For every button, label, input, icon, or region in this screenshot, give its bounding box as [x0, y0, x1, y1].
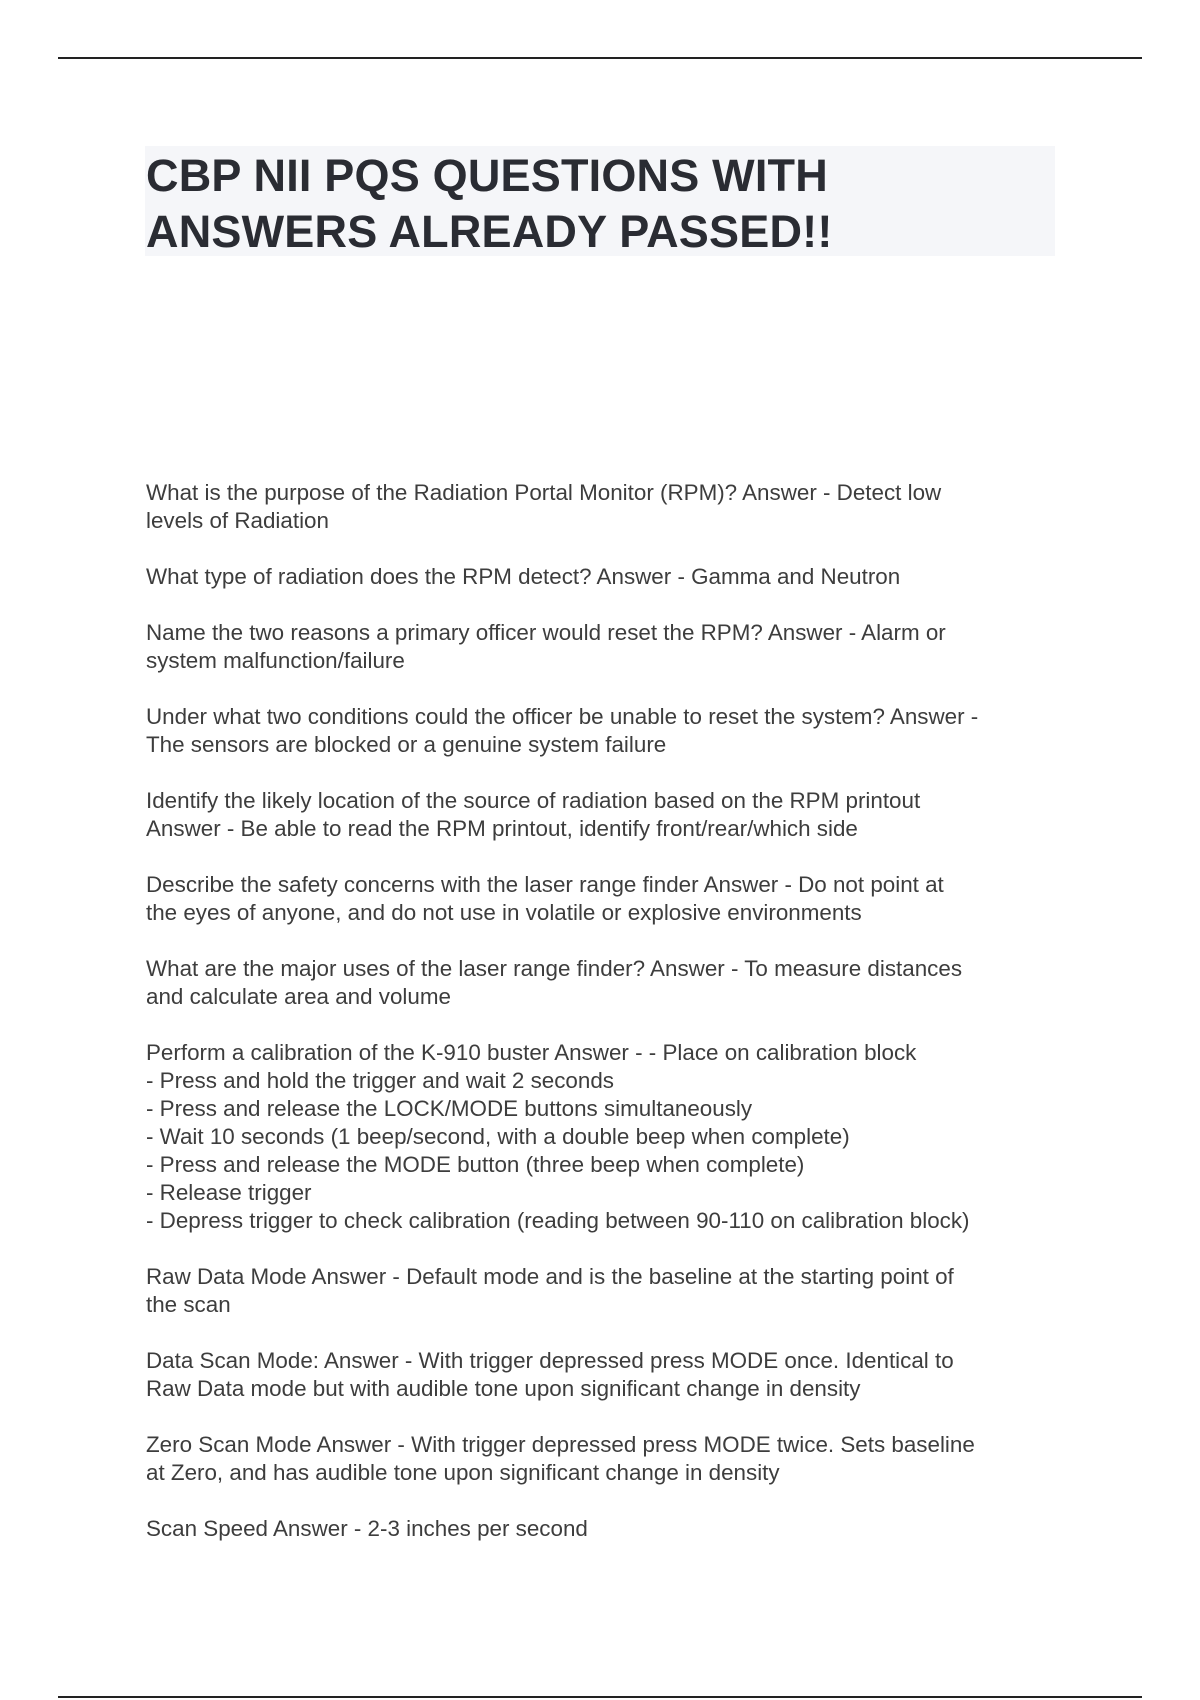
- qa-line: What type of radiation does the RPM detect? Answer - Gamma and Neutron: [146, 564, 901, 589]
- qa-line: What are the major uses of the laser range finder? Answer - To measure distances: [146, 956, 963, 981]
- title-line: CBP NII PQS QUESTIONS WITH: [146, 150, 828, 201]
- qa-line: system malfunction/failure: [146, 648, 405, 673]
- qa-line: Raw Data Mode Answer - Default mode and is the baseline at the starting point of: [146, 1264, 954, 1289]
- qa-line: Identify the likely location of the source of radiation based on the RPM printout: [146, 788, 921, 813]
- qa-item: [146, 703, 1076, 759]
- qa-line: - Press and release the LOCK/MODE buttons simultaneously: [146, 1096, 753, 1121]
- qa-line: - Depress trigger to check calibration (reading between 90-110 on calibration block): [146, 1208, 970, 1233]
- qa-line: and calculate area and volume: [146, 984, 451, 1009]
- qa-line: - Wait 10 seconds (1 beep/second, with a double beep when complete): [146, 1124, 850, 1149]
- bottom-rule: [58, 1696, 1142, 1698]
- qa-line: The sensors are blocked or a genuine system failure: [146, 732, 667, 757]
- qa-item: [146, 1039, 1076, 1235]
- top-rule: [58, 57, 1142, 59]
- qa-line: What is the purpose of the Radiation Portal Monitor (RPM)? Answer - Detect low: [146, 480, 942, 505]
- qa-line: at Zero, and has audible tone upon significant change in density: [146, 1460, 780, 1485]
- qa-item: [146, 955, 1076, 1011]
- title-line: ANSWERS ALREADY PASSED!!: [146, 206, 833, 257]
- qa-line: - Press and hold the trigger and wait 2 seconds: [146, 1068, 614, 1093]
- qa-line: the eyes of anyone, and do not use in volatile or explosive environments: [146, 900, 862, 925]
- qa-line: Zero Scan Mode Answer - With trigger depressed press MODE twice. Sets baseline: [146, 1432, 975, 1457]
- qa-list: [146, 479, 1076, 1571]
- document-title: [146, 148, 1046, 260]
- qa-item: [146, 871, 1076, 927]
- qa-item: [146, 1515, 1076, 1543]
- qa-line: Under what two conditions could the officer be unable to reset the system? Answer -: [146, 704, 979, 729]
- qa-item: [146, 619, 1076, 675]
- qa-line: levels of Radiation: [146, 508, 329, 533]
- qa-line: Answer - Be able to read the RPM printout, identify front/rear/which side: [146, 816, 858, 841]
- qa-line: Raw Data mode but with audible tone upon significant change in density: [146, 1376, 861, 1401]
- qa-line: - Press and release the MODE button (three beep when complete): [146, 1152, 805, 1177]
- qa-item: [146, 479, 1076, 535]
- qa-line: - Release trigger: [146, 1180, 312, 1205]
- qa-item: [146, 1263, 1076, 1319]
- qa-line: Perform a calibration of the K-910 buster Answer - - Place on calibration block: [146, 1040, 917, 1065]
- qa-item: [146, 787, 1076, 843]
- qa-item: [146, 563, 1076, 591]
- qa-line: Data Scan Mode: Answer - With trigger depressed press MODE once. Identical to: [146, 1348, 954, 1373]
- qa-line: the scan: [146, 1292, 231, 1317]
- qa-line: Name the two reasons a primary officer would reset the RPM? Answer - Alarm or: [146, 620, 946, 645]
- qa-line: Scan Speed Answer - 2-3 inches per second: [146, 1516, 588, 1541]
- qa-line: Describe the safety concerns with the laser range finder Answer - Do not point at: [146, 872, 944, 897]
- qa-item: [146, 1347, 1076, 1403]
- qa-item: [146, 1431, 1076, 1487]
